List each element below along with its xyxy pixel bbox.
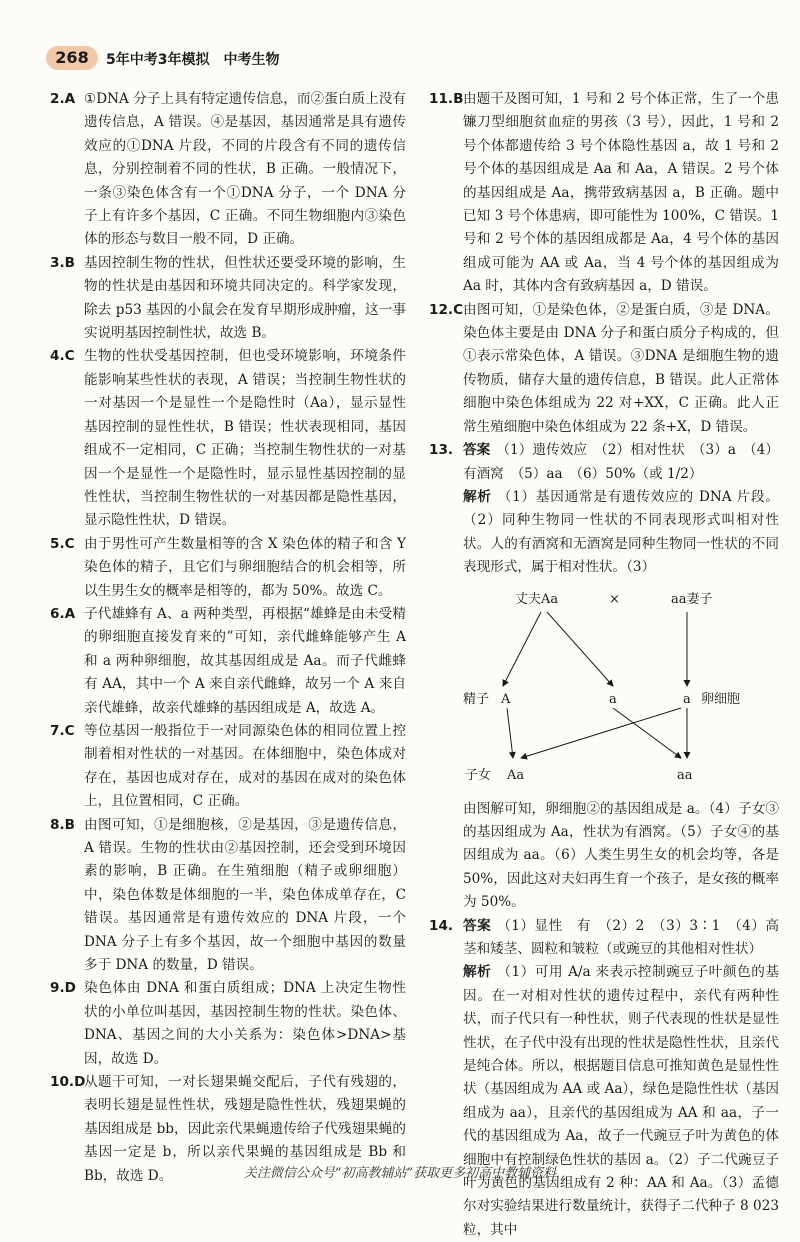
item-label: 6.A — [50, 605, 76, 622]
arrow-egg-to-child-Aa — [521, 708, 681, 758]
arrow-sperm-a-to-child-aa — [613, 708, 681, 758]
answer-item-6 — [44, 603, 406, 720]
answer-item-11 — [423, 88, 779, 299]
right-column — [423, 88, 779, 1242]
answer-item-12 — [423, 299, 779, 439]
answer-item-13 — [423, 439, 779, 579]
genetic-cross-diagram — [423, 580, 779, 798]
left-column — [44, 88, 406, 1188]
item-label: 12.C — [429, 301, 464, 318]
egg-a: a — [683, 691, 691, 707]
item-text: 由于男性可产生数量相等的含 X 染色体的精子和含 Y 染色体的精子，且它们与卵细胞结合的机会相等，所以生男生女的概率是相等的，都为 50%。故选 C。 — [84, 535, 406, 599]
item-label: 2.A — [50, 91, 76, 107]
item-text: 基因控制生物的性状，但性状还要受环境的影响，生物的性状是由基因和环境共同决定的。科学家发现，除去 p53 基因的小鼠会在发育早期形成肿瘤，这一事实说明基因控制性状，故选 B。 — [84, 254, 406, 342]
analysis-tag: 解析 — [463, 488, 492, 505]
book-title: 5年中考3年模拟 中考生物 — [106, 52, 280, 68]
item-label: 5.C — [50, 535, 75, 552]
answer-item-3 — [44, 252, 406, 346]
item-label: 13. — [429, 442, 454, 459]
arrow-husband-to-sperm-a — [547, 612, 613, 686]
answer-item-5 — [44, 533, 406, 603]
item-text: 子代雄蜂有 A、a 两种类型，再根据“雄蜂是由未受精的卵细胞直接发育来的”可知，亲代雌蜂能够产生 A 和 a 两种卵细胞，故其基因组成是 Aa。而子代雌蜂有 AA，其中一个 A 来自亲代雌蜂，故另一个 A 来自亲代雄蜂，故亲代雄蜂的基因组成是 A，故选 A。 — [84, 605, 406, 716]
footer-watermark: 关注微信公众号“初高教辅站”获取更多初高中教辅资料 — [243, 1166, 557, 1181]
item-label: 8.B — [50, 816, 75, 833]
item-label: 10.D — [50, 1074, 86, 1091]
answer-tag: 答案 — [463, 917, 492, 934]
answer-item-7 — [44, 720, 406, 814]
item-label: 9.D — [50, 980, 76, 997]
sperm-a: a — [609, 691, 617, 707]
child-label: 子女 — [465, 767, 492, 783]
sperm-label: 精子 — [463, 691, 490, 707]
answer-tag: 答案 — [463, 442, 491, 459]
analysis-text: 由图解可知，卵细胞②的基因组成是 a。（4）子女③的基因组成为 Aa，性状为有酒窝。（5）子女④的基因组成为 aa。（6）人类生男生女的机会均等，各是 50%，因此这对夫妇再生育一个孩子，是女孩的概率为 50%。 — [463, 800, 779, 911]
child-Aa: Aa — [507, 767, 525, 783]
cross-symbol: × — [609, 591, 620, 607]
page-number: 268 — [46, 46, 98, 70]
item-text: 从题干可知，一对长翅果蝇交配后，子代有残翅的，表明长翅是显性性状，残翅是隐性性状，残翅果蝇的基因组成是 bb，因此亲代果蝇遗传给子代残翅果蝇的基因一定是 b，所以亲代果蝇的基因组成是 Bb 和 Bb，故选 D。 — [84, 1074, 406, 1184]
item-label: 3.B — [50, 254, 75, 271]
item-label: 14. — [429, 917, 454, 934]
answer-item-2 — [44, 88, 406, 252]
item-label: 11.B — [429, 91, 464, 107]
item-label: 7.C — [50, 722, 75, 739]
item-text: ①DNA 分子上具有特定遗传信息，而②蛋白质上没有遗传信息，A 错误。④是基因，基因通常是具有遗传效应的①DNA 片段，不同的片段含有不同的遗传信息，分别控制着不同的性状，B 正确。一般情况下，一条③染色体含有一个①DNA 分子，一个 DNA 分子上有许多个基因，C 正确。不同生物细胞内③染色体的形态与数目一般不同，D 正确。 — [84, 91, 406, 248]
analysis-text: （1）基因通常是有遗传效应的 DNA 片段。（2）同种生物同一性状的不同表现形式叫相对性状。人的有酒窝和无酒窝是同种生物同一性状的不同表现形式，属于相对性状。（3） — [463, 488, 780, 576]
answer-item-14 — [423, 915, 779, 1242]
item-analysis — [463, 961, 779, 1242]
sperm-A: A — [501, 691, 511, 707]
arrow-husband-to-sperm-A — [503, 612, 541, 686]
item-text: 等位基因一般指位于一对同源染色体的相同位置上控制着相对性状的一对基因。在体细胞中，染色体成对存在，基因也成对存在，成对的基因在成对的染色体上，且位置相同，C 正确。 — [84, 722, 406, 810]
analysis-text: （1）可用 A/a 来表示控制豌豆子叶颜色的基因。在一对相对性状的遗传过程中，亲代有两种性状，而子代只有一种性状，则子代表现的性状是显性性状，在子代中没有出现的性状是隐性性状，且亲代是纯合体。所以，根据题目信息可推知黄色是显性性状（基因组成为 AA 或 Aa），绿色是隐性性状（基因组成为 aa），且亲代的基因组成为 AA 和 aa，子一代的基因组成为 Aa，故子一代豌豆子叶为黄色的体细胞中有控制绿色性状的基因 a。（2）子二代豌豆子叶为黄色的基因组成有 2 种：AA 和 Aa。（3）孟德尔对实验结果进行数量统计，获得子二代种子 8 023 粒，其中 — [463, 964, 779, 1238]
answer-item-4 — [44, 345, 406, 532]
item-analysis — [463, 486, 779, 580]
analysis-tag: 解析 — [463, 964, 492, 981]
answer-item-9 — [44, 977, 406, 1071]
item-label: 4.C — [50, 348, 75, 365]
item-text: 染色体由 DNA 和蛋白质组成；DNA 上决定生物性状的小单位叫基因，基因控制生物的性状。染色体、DNA、基因之间的大小关系为：染色体>DNA>基因，故选 D。 — [84, 980, 406, 1067]
arrow-sperm-A-to-child-Aa — [507, 708, 513, 758]
child-aa: aa — [677, 767, 693, 783]
item-text: 由题干及图可知，1 号和 2 号个体正常，生了一个患镰刀型细胞贫血症的男孩（3 号），因此，1 号和 2 号个体都遗传给 3 号个体隐性基因 a，故 1 号和 2 号个体的基因组成是 Aa 和 Aa，A 错误。2 号个体的基因组成是 Aa，携带致病基因 a，B 正确。题中已知 3 号个体患病，即可能性为 100%，C 错误。1 号和 2 号个体的基因组成都是 Aa，4 号个体的基因组成可能为 AA 或 Aa，当 4 号个体的基因组成为 Aa 时，其体内含有致病基因 a，D 错误。 — [463, 91, 779, 295]
item-answer: （1）显性 有 （2）2 （3）3∶1 （4）高茎和矮茎、圆粒和皱粒（或豌豆的其他相对性状） — [463, 917, 780, 957]
answer-item-8 — [44, 814, 406, 978]
item-text: 由图可知，①是细胞核，②是基因，③是遗传信息，A 错误。生物的性状由②基因控制，还会受到环境因素的影响，B 正确。在生殖细胞（精子或卵细胞）中，染色体数是体细胞的一半，染色体成单存在，C 错误。基因通常是有遗传效应的 DNA 片段，一个 DNA 分子上有多个基因，故一个细胞中基因的数量多于 DNA 的数量，D 错误。 — [84, 816, 406, 974]
egg-label: 卵细胞 — [701, 691, 741, 707]
husband-genotype: 丈夫Aa — [515, 591, 559, 607]
item-text: 生物的性状受基因控制，但也受环境影响，环境条件能影响某些性状的表现，A 错误；当控制生物性状的一对基因一个是显性一个是隐性时（Aa），显示显性基因控制的显性性状，B 错误；性状表现相同，基因组成不一定相同，C 正确；当控制生物性状的一对基因一个是显性一个是隐性时，显示显性基因控制的显性性状，当控制生物性状的一对基因都是隐性基因，显示隐性性状，D 错误。 — [84, 348, 406, 529]
page-header — [46, 44, 406, 72]
wife-genotype: aa妻子 — [671, 591, 713, 607]
item-answer: （1）遗传效应 （2）相对性状 （3）a （4）有酒窝 （5）aa （6）50%（或 1/2） — [463, 442, 779, 482]
item-text: 由图可知，①是染色体，②是蛋白质，③是 DNA。染色体主要是由 DNA 分子和蛋白质分子构成的，但①表示常染色体，A 错误。③DNA 是细胞生物的遗传物质，储存大量的遗传信息，B 错误。此人正常体细胞中染色体组成为 22 对+XX，C 正确。此人正常生殖细胞中染色体组成为 22 条+X，D 错误。 — [463, 301, 779, 435]
answer-item-13-cont — [423, 798, 779, 915]
